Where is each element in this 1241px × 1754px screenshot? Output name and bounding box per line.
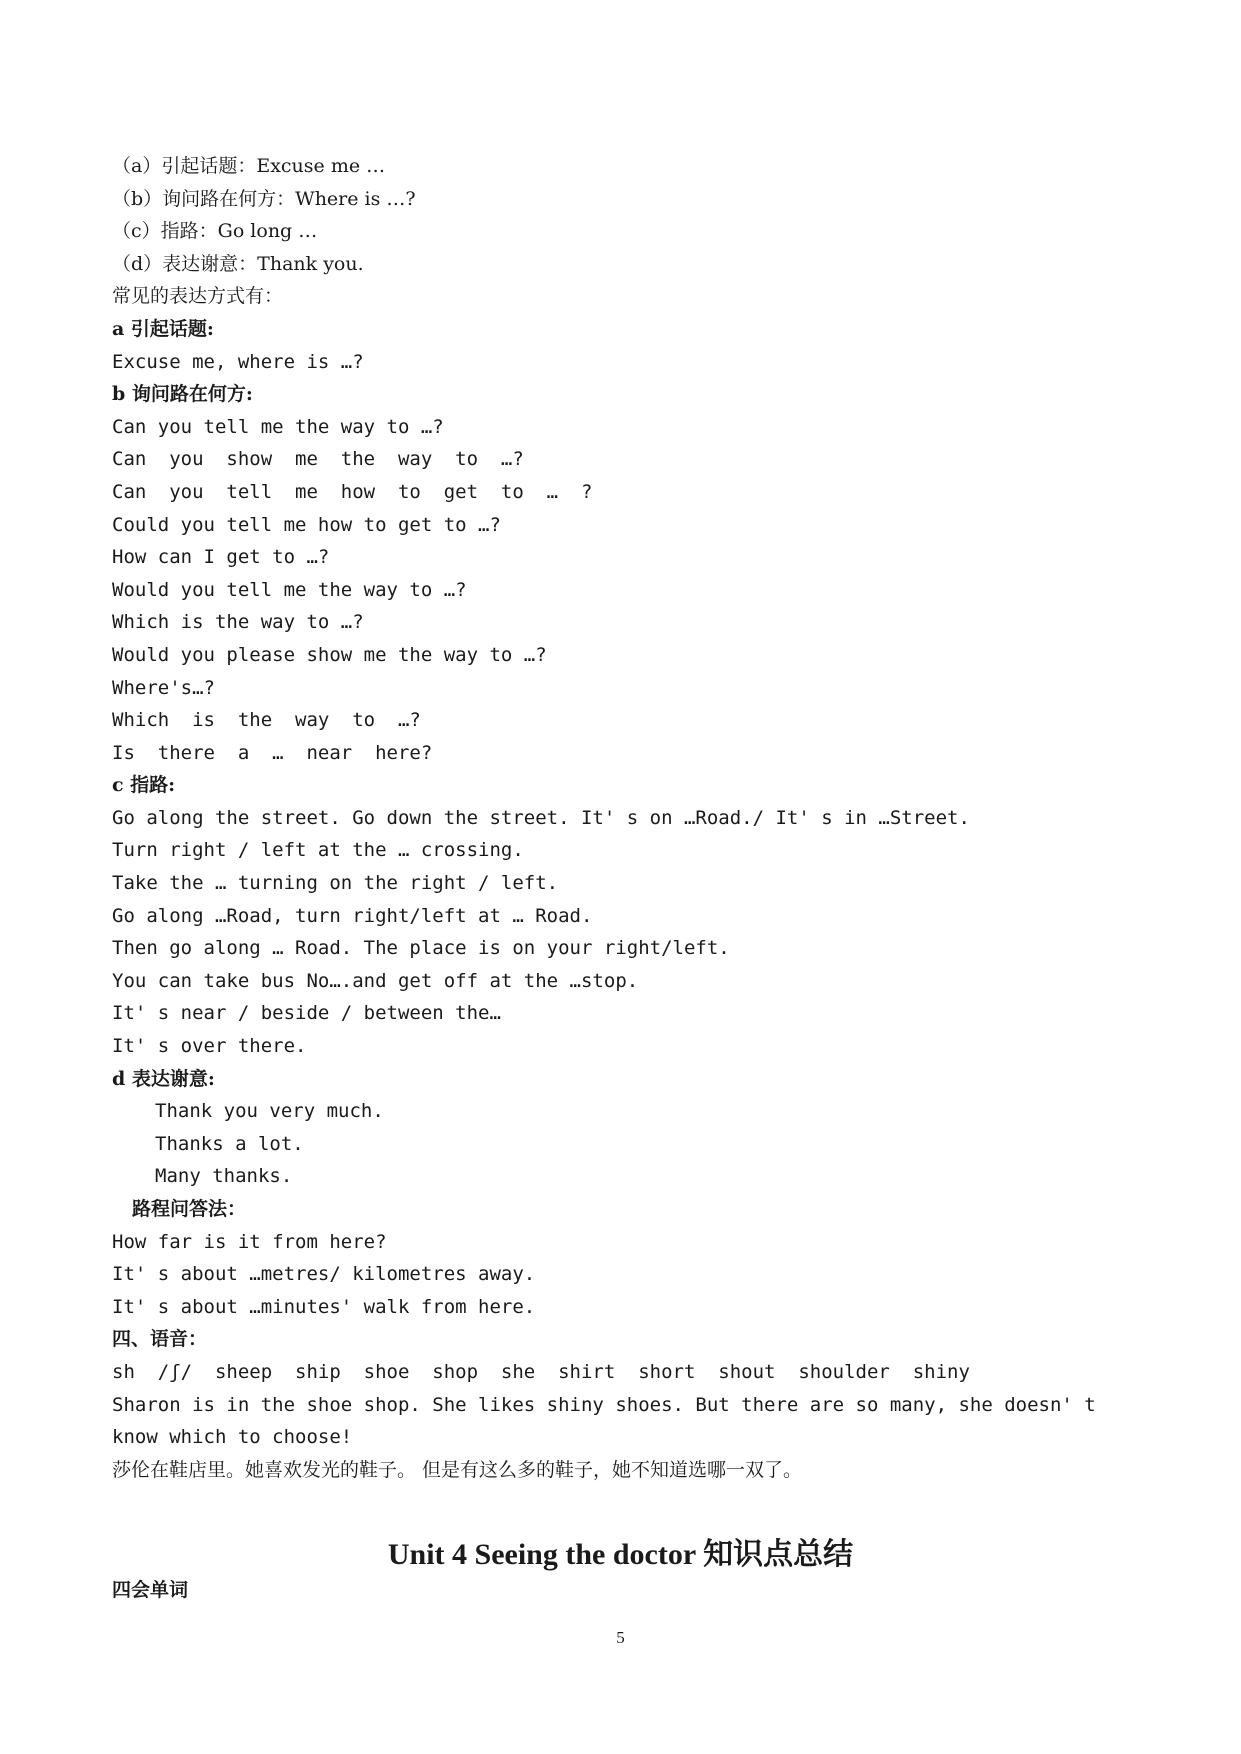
phonics-sound-line: sh /ʃ/ sheep ship shoe shop she shirt short shout shoulder shiny <box>112 1360 970 1383</box>
distance-line: It' s about …minutes' walk from here. <box>112 1295 536 1318</box>
step-c: （c）指路：Go long … <box>112 220 318 243</box>
phonics-translation: 莎伦在鞋店里。她喜欢发光的鞋子。 但是有这么多的鞋子，她不知道选哪一双了。 <box>112 1458 803 1481</box>
common-expressions-heading: 常见的表达方式有： <box>112 285 284 308</box>
section-b-line: Which is the way to …? <box>112 611 364 634</box>
section-c-line: Go along the street. Go down the street. It' s on …Road./ It' s in …Street. <box>112 806 970 829</box>
distance-heading: 路程问答法： <box>132 1198 247 1220</box>
section-b-line: Can you tell me how to get to … ? <box>112 480 593 503</box>
step-b: （b）询问路在何方：Where is …? <box>112 187 416 210</box>
section-b-line: Can you show me the way to …? <box>112 448 524 471</box>
section-b-line: Would you tell me the way to …? <box>112 578 467 601</box>
section-a-heading: a 引起话题: <box>112 317 214 340</box>
section-c-line: It' s over there. <box>112 1035 307 1058</box>
section-b-line: Can you tell me the way to …? <box>112 415 444 438</box>
section-b-line: Could you tell me how to get to …? <box>112 513 501 536</box>
section-b-line: Which is the way to …? <box>112 709 421 732</box>
section-a-line: Excuse me, where is …? <box>112 350 364 373</box>
section-c-line: Then go along … Road. The place is on your right/left. <box>112 937 730 960</box>
vocabulary-heading: 四会单词 <box>112 1579 189 1601</box>
distance-line: How far is it from here? <box>112 1230 387 1253</box>
section-b-line: How can I get to …? <box>112 546 330 569</box>
section-c-line: Turn right / left at the … crossing. <box>112 839 524 862</box>
phonics-sentence: Sharon is in the shoe shop. She likes shiny shoes. But there are so many, she doesn' t know which to choose! <box>112 1393 1096 1449</box>
section-c-line: You can take bus No….and get off at the …stop. <box>112 969 639 992</box>
document-body <box>112 150 1142 1486</box>
section-c-line: It' s near / beside / between the… <box>112 1002 501 1025</box>
section-d-heading: d 表达谢意: <box>112 1067 215 1090</box>
unit-title: Unit 4 Seeing the doctor 知识点总结 <box>387 1538 854 1571</box>
phonics-heading: 四、语音： <box>112 1328 208 1351</box>
step-d: （d）表达谢意：Thank you. <box>112 252 364 275</box>
section-c-line: Take the … turning on the right / left. <box>112 872 559 895</box>
section-c-line: Go along …Road, turn right/left at … Road. <box>112 904 593 927</box>
page-number: 5 <box>616 1628 625 1647</box>
section-b-line: Would you please show me the way to …? <box>112 643 547 666</box>
section-b-line: Is there a … near here? <box>112 741 433 764</box>
distance-line: It' s about …metres/ kilometres away. <box>112 1263 536 1286</box>
section-d-line: Many thanks. <box>155 1165 293 1188</box>
section-d-line: Thanks a lot. <box>155 1132 304 1155</box>
section-d-line: Thank you very much. <box>155 1100 384 1123</box>
step-a: （a）引起话题：Excuse me … <box>112 155 386 177</box>
section-b-line: Where's…? <box>112 676 215 699</box>
section-b-heading: b 询问路在何方: <box>112 383 253 406</box>
section-c-heading: c 指路: <box>112 774 176 797</box>
